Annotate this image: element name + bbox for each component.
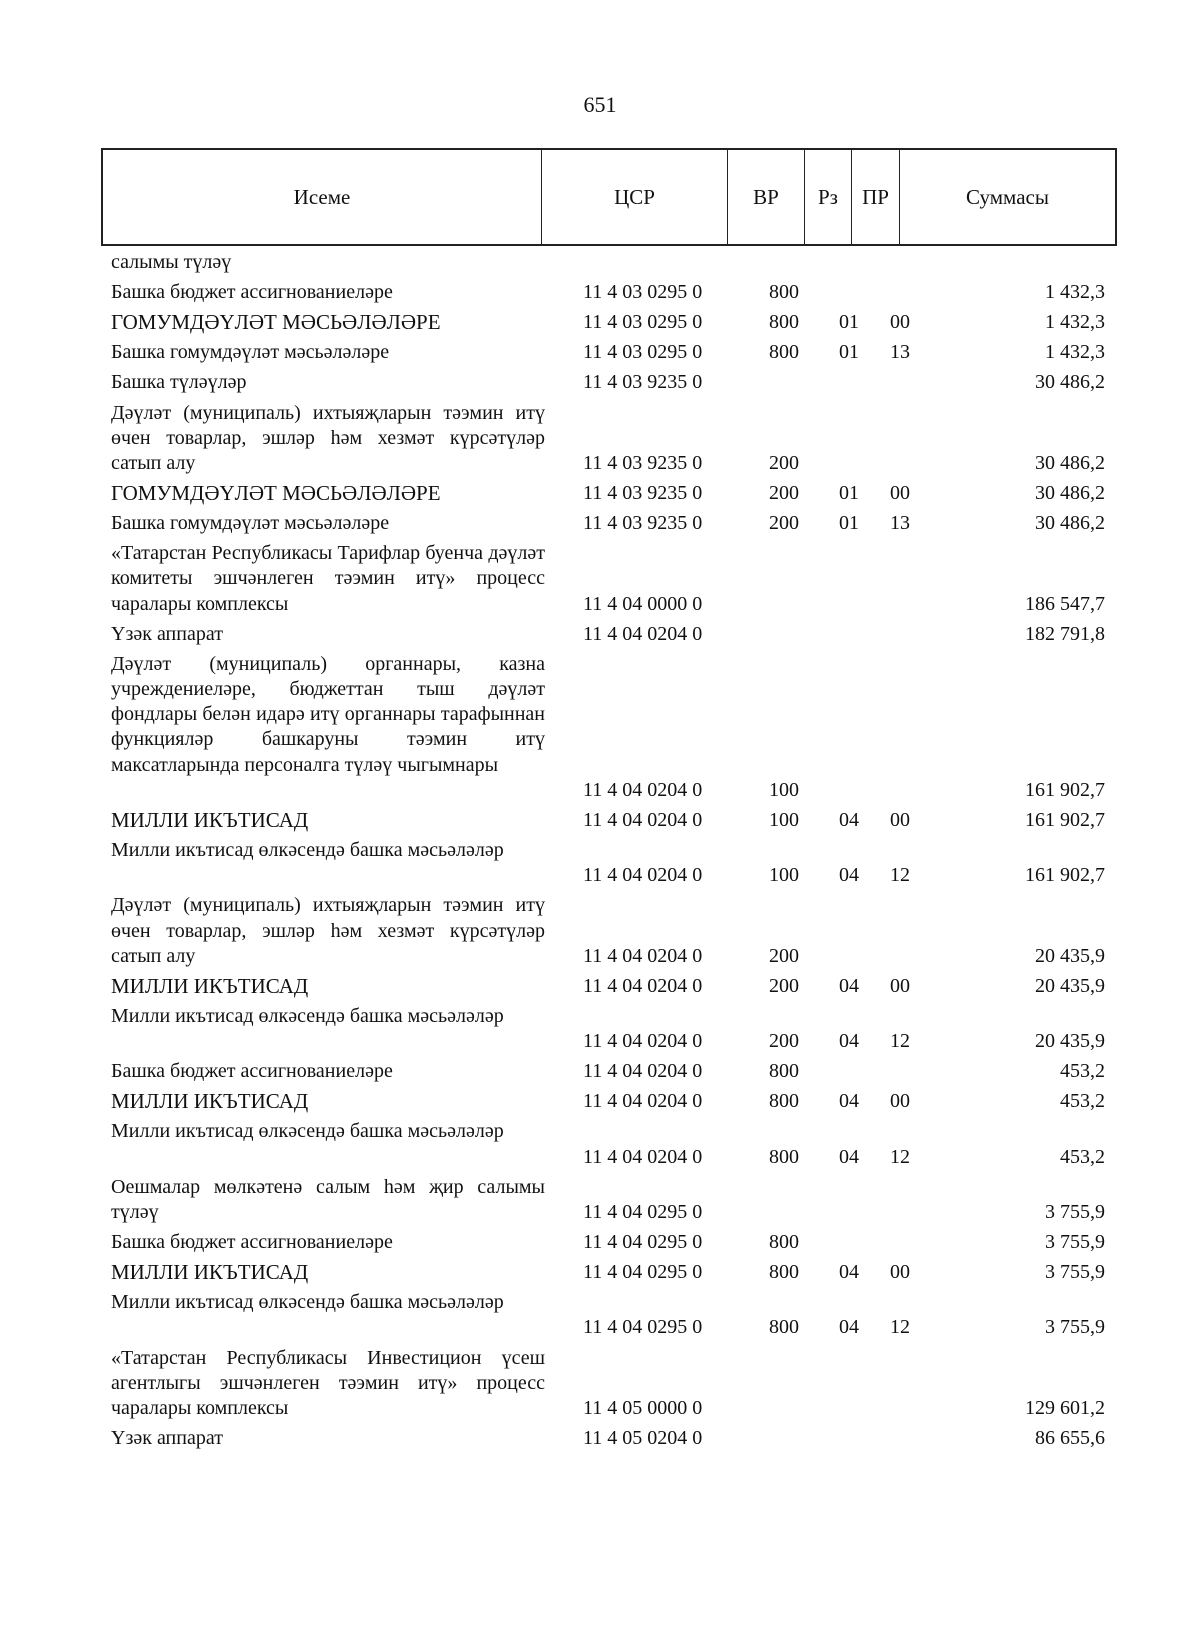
row-pr: 00 [890,1090,910,1113]
row-csr: 11 4 04 0204 0 [583,778,703,801]
row-name: Дәүләт (муниципаль) органнары, казна учреждениеләре, бюджеттан тыш дәүләт фондлары белән идарә итү органнары тарафыннан функцияләр башкаруны тәэмин итү максатларында персоналга түләү чыгымнары [111,652,545,776]
row-sum: 3 755,9 [1045,1261,1105,1284]
row-csr: 11 4 04 0204 0 [583,1090,703,1113]
table-row [0,1119,1200,1169]
row-sum: 182 791,8 [1025,622,1105,645]
row-pr: 12 [890,1145,910,1168]
row-pr: 00 [890,808,910,831]
row-vr: 800 [769,281,799,304]
row-sum: 1 432,3 [1045,311,1105,334]
row-name: Милли икътисад өлкәсендә башка мәсьәләләр [111,839,504,861]
table-row [0,1089,1200,1114]
row-sum: 30 486,2 [1035,371,1105,394]
row-csr: 11 4 04 0000 0 [583,592,703,615]
row-rz: 04 [839,1030,859,1053]
table-row [0,401,1200,477]
row-sum: 20 435,9 [1035,944,1105,967]
table-header [101,148,1117,246]
header-name: Исеме [103,150,542,244]
table-row [0,481,1200,506]
row-csr: 11 4 03 9235 0 [583,482,703,504]
row-vr: 200 [769,1030,799,1053]
table-row [0,1346,1200,1422]
row-sum: 30 486,2 [1035,482,1105,504]
row-csr: 11 4 03 0295 0 [583,281,703,304]
table-row [0,622,1200,647]
header-sum: Суммасы [966,184,1049,209]
row-rz: 04 [839,1090,859,1113]
row-csr: 11 4 03 9235 0 [583,451,703,474]
row-sum: 86 655,6 [1035,1427,1105,1449]
row-name: ГОМУМДӘҮЛӘТ МӘСЬӘЛӘЛӘРЕ [111,310,441,335]
row-name: Башка гомумдәүләт мәсьәләләре [111,512,390,535]
row-vr: 100 [769,864,799,887]
row-sum: 129 601,2 [1025,1396,1105,1419]
row-csr: 11 4 03 9235 0 [583,371,703,394]
row-vr: 800 [769,1145,799,1168]
row-vr: 100 [769,808,799,831]
header-csr: ЦСР [542,150,728,244]
row-vr: 200 [769,944,799,967]
row-rz: 01 [839,341,859,364]
row-vr: 800 [769,311,799,334]
row-vr: 800 [769,1090,799,1113]
row-name: салымы түләү [111,251,232,273]
row-rz: 04 [839,1261,859,1284]
row-rz: 04 [839,864,859,887]
row-csr: 11 4 04 0204 0 [583,622,703,645]
row-vr: 200 [769,482,799,504]
table-row [0,1260,1200,1285]
table-row [0,893,1200,969]
row-name: МИЛЛИ ИКЪТИСАД [111,1089,309,1114]
row-pr: 00 [890,974,910,997]
row-csr: 11 4 05 0204 0 [583,1427,703,1449]
row-csr: 11 4 04 0295 0 [583,1261,703,1284]
row-sum: 161 902,7 [1025,864,1105,887]
row-name: МИЛЛИ ИКЪТИСАД [111,973,309,998]
row-sum: 186 547,7 [1025,592,1105,615]
row-sum: 30 486,2 [1035,451,1105,474]
row-rz: 04 [839,1316,859,1339]
row-rz: 01 [839,311,859,334]
row-pr: 12 [890,1030,910,1053]
row-vr: 200 [769,512,799,535]
table-row [0,652,1200,803]
table-row [0,541,1200,617]
row-sum: 3 755,9 [1045,1316,1105,1339]
row-csr: 11 4 03 9235 0 [583,512,703,535]
page-number: 651 [583,92,617,117]
row-csr: 11 4 03 0295 0 [583,311,703,334]
table-row [0,340,1200,365]
row-sum: 453,2 [1060,1090,1105,1113]
row-name: Дәүләт (муниципаль) ихтыяҗларын тәэмин итү өчен товарлар, эшләр һәм хезмәт күрсәтүләр сатып алу [111,894,545,967]
row-sum: 1 432,3 [1045,281,1105,304]
row-csr: 11 4 04 0204 0 [583,808,703,831]
row-name: Башка бюджет ассигнованиеләре [111,281,393,304]
table-row [0,1059,1200,1084]
row-vr: 800 [769,1261,799,1284]
row-sum: 20 435,9 [1035,974,1105,997]
row-name: Милли икътисад өлкәсендә башка мәсьәләләр [111,1291,504,1314]
row-name: Дәүләт (муниципаль) ихтыяҗларын тәэмин итү өчен товарлар, эшләр һәм хезмәт күрсәтүләр сатып алу [111,401,545,474]
row-vr: 800 [769,1231,799,1253]
row-pr: 12 [890,864,910,887]
row-csr: 11 4 04 0295 0 [583,1231,703,1253]
row-csr: 11 4 03 0295 0 [583,341,703,364]
row-vr: 800 [769,1060,799,1083]
row-vr: 800 [769,341,799,364]
row-csr: 11 4 04 0295 0 [583,1200,703,1223]
table-row [0,310,1200,335]
row-sum: 161 902,7 [1025,778,1105,801]
row-name: МИЛЛИ ИКЪТИСАД [111,807,309,832]
table-row [0,250,1200,275]
table-row [0,370,1200,395]
row-sum: 453,2 [1060,1145,1105,1168]
table-row [0,511,1200,536]
row-name: Башка түләүләр [111,371,247,394]
row-sum: 30 486,2 [1035,512,1105,535]
row-csr: 11 4 04 0295 0 [583,1316,703,1339]
row-vr: 800 [769,1316,799,1339]
table-row [0,974,1200,999]
row-csr: 11 4 04 0204 0 [583,1060,703,1083]
row-name: Башка бюджет ассигнованиеләре [111,1231,393,1253]
table-row [0,1230,1200,1255]
row-name: «Татарстан Республикасы Тарифлар буенча дәүләт комитеты эшчәнлеген тәэмин итү» процесс чаралары комплексы [111,542,545,615]
row-name: Милли икътисад өлкәсендә башка мәсьәләләр [111,1004,504,1027]
table-row [0,808,1200,833]
row-csr: 11 4 04 0204 0 [583,1030,703,1053]
row-pr: 00 [890,482,910,504]
table-row [0,280,1200,305]
row-rz: 01 [839,482,859,504]
table-row [0,838,1200,888]
table-row [0,1175,1200,1225]
row-pr: 13 [890,512,910,535]
row-sum: 20 435,9 [1035,1030,1105,1053]
header-pr: ПР [852,150,900,244]
row-vr: 200 [769,451,799,474]
row-name: ГОМУМДӘҮЛӘТ МӘСЬӘЛӘЛӘРЕ [111,481,441,505]
row-sum: 453,2 [1060,1060,1105,1083]
row-name: Оешмалар мөлкәтенә салым һәм җир салымы түләү [111,1175,545,1223]
row-sum: 1 432,3 [1045,341,1105,364]
row-sum: 3 755,9 [1045,1231,1105,1253]
header-vr: ВР [728,150,805,244]
row-name: «Татарстан Республикасы Инвестицион үсеш агентлыгы эшчәнлеген тәэмин итү» процесс чаралары комплексы [111,1346,545,1419]
row-vr: 100 [769,778,799,801]
row-pr: 12 [890,1316,910,1339]
row-name: Үзәк аппарат [111,1427,223,1449]
row-name: Башка гомумдәүләт мәсьәләләре [111,341,390,364]
row-pr: 13 [890,341,910,364]
header-rz: Рз [805,150,852,244]
table-row [0,1004,1200,1054]
row-sum: 3 755,9 [1045,1200,1105,1223]
row-name: Башка бюджет ассигнованиеләре [111,1060,393,1083]
row-csr: 11 4 04 0204 0 [583,944,703,967]
row-csr: 11 4 04 0204 0 [583,974,703,997]
table-row [0,1426,1200,1451]
row-csr: 11 4 05 0000 0 [583,1396,703,1419]
table-row [0,1290,1200,1340]
row-rz: 04 [839,974,859,997]
row-csr: 11 4 04 0204 0 [583,1145,703,1168]
row-rz: 04 [839,1145,859,1168]
row-rz: 04 [839,808,859,831]
row-name: Милли икътисад өлкәсендә башка мәсьәләләр [111,1120,504,1143]
row-csr: 11 4 04 0204 0 [583,864,703,887]
row-sum: 161 902,7 [1025,808,1105,831]
row-name: Үзәк аппарат [111,622,223,645]
row-pr: 00 [890,1261,910,1284]
row-vr: 200 [769,974,799,997]
row-rz: 01 [839,512,859,535]
row-pr: 00 [890,311,910,334]
row-name: МИЛЛИ ИКЪТИСАД [111,1260,309,1285]
